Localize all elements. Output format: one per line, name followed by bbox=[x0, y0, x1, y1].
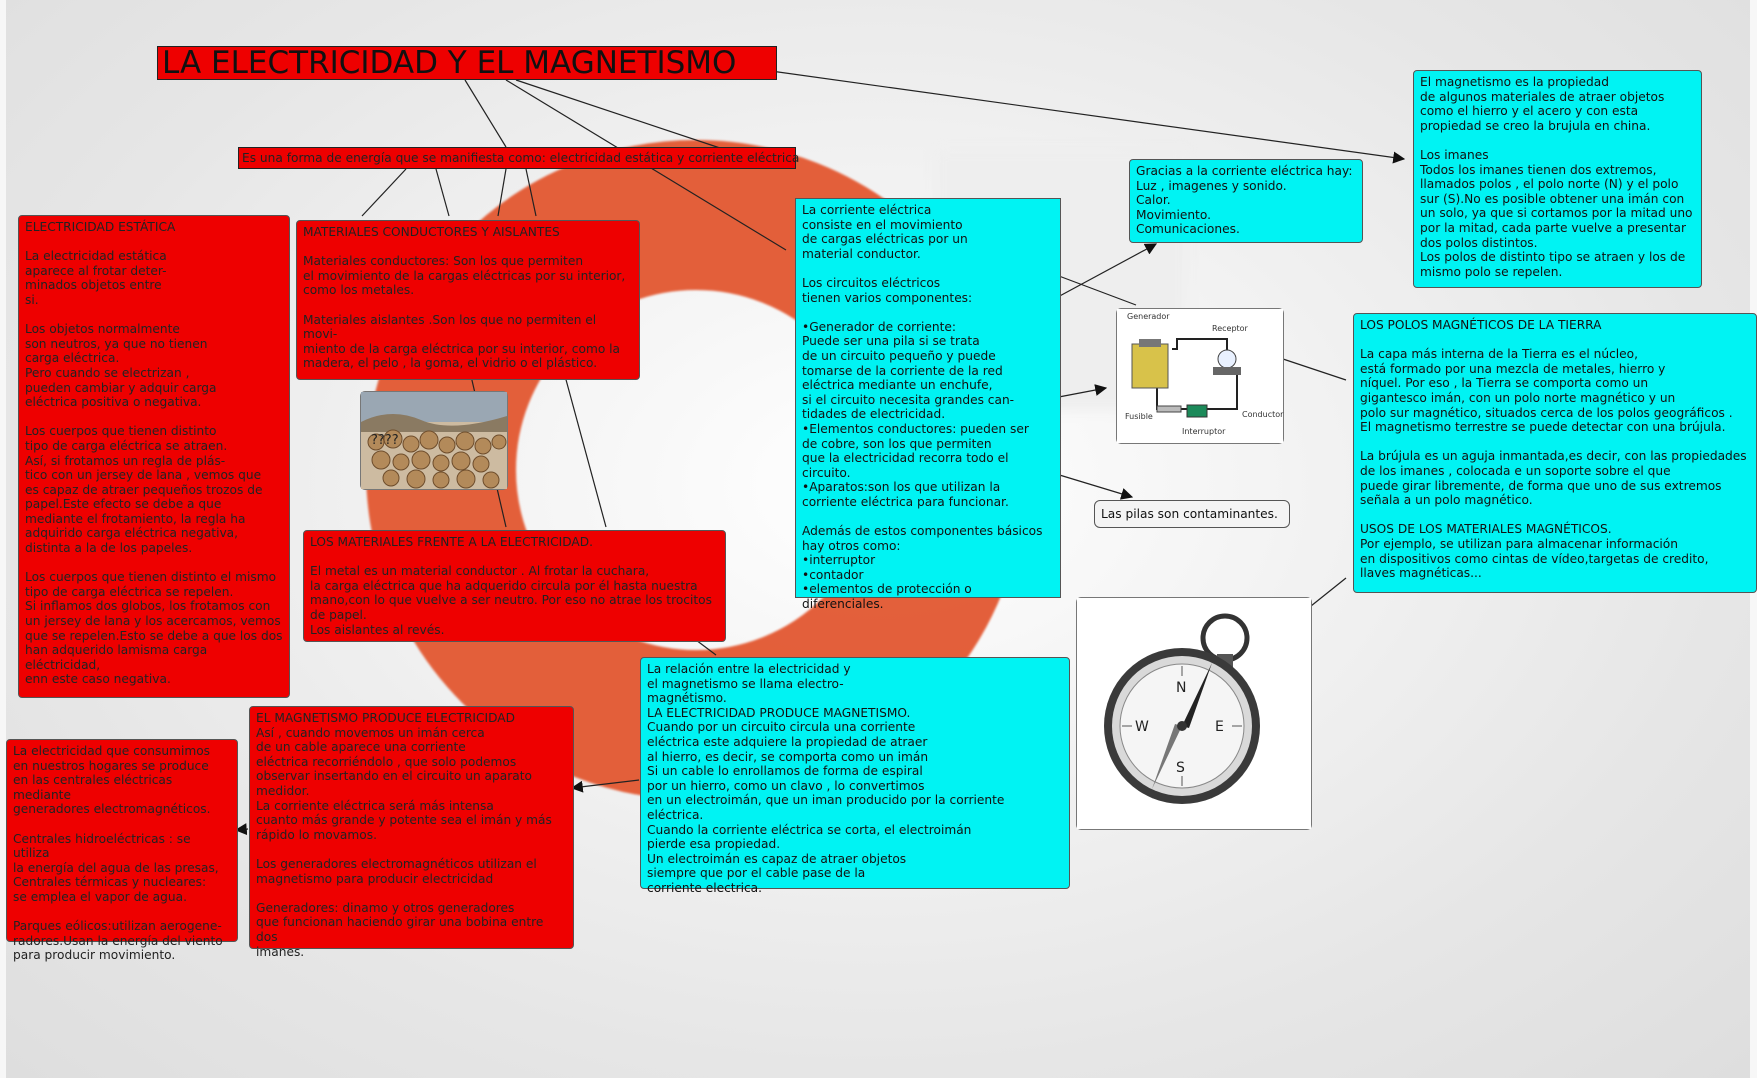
box-magnetismo: El magnetismo es la propiedad de algunos materiales de atraer objetos como el hierro y el acero y con esta propiedad se creo la brujula en china. Los imanes Todos los imanes tienen dos extremos, llamados polos , el polo norte (N) y el polo sur (S).No es posible obtener una imán con un solo, ya que si cortamos por la mitad uno por la mitad, cada parte vuelve a presentar dos polos distintos. Los polos de distinto tipo se atraen y los de mismo polo se repelen. bbox=[1413, 70, 1702, 288]
circuit-label-fusible: Fusible bbox=[1125, 412, 1153, 421]
connector-line bbox=[572, 780, 639, 788]
circuit-diagram-image bbox=[1116, 308, 1284, 444]
compass-letter-w: W bbox=[1135, 719, 1149, 735]
connector-line bbox=[498, 169, 506, 216]
connector-line bbox=[565, 376, 606, 527]
wood-label: ???? bbox=[371, 433, 399, 448]
connector-line bbox=[1277, 357, 1346, 380]
connector-line bbox=[516, 80, 726, 150]
connector-line bbox=[436, 169, 449, 216]
box-magnetismo-produce-electricidad: EL MAGNETISMO PRODUCE ELECTRICIDAD Así , cuando movemos un imán cerca de un cable aparece una corriente eléctrica recorriéndolo , que solo podemos observar insertando en el circuito un aparato medidor. La corriente eléctrica será más intensa cuanto más grande y potente sea el imán y más rápido lo movamos. Los generadores electromagnéticos utilizan el magnetismo para producir electricidad Generadores: dinamo y otros generadores que funcionan haciendo girar una bobina entre dos imanes. bbox=[249, 706, 574, 949]
circuit-diagram bbox=[1117, 309, 1283, 443]
concept-map-canvas bbox=[6, 0, 1750, 1078]
compass-letter-s: S bbox=[1176, 760, 1185, 776]
subtitle-definition: Es una forma de energía que se manifiesta como: electricidad estática y corriente eléctrica bbox=[238, 147, 796, 169]
circuit-label-interruptor: Interruptor bbox=[1182, 427, 1226, 436]
box-gracias-corriente: Gracias a la corriente eléctrica hay: Luz , imagenes y sonido. Calor. Movimiento. Comunicaciones. bbox=[1129, 159, 1363, 243]
circuit-label-generador: Generador bbox=[1127, 312, 1170, 321]
wood-logs-image bbox=[360, 391, 508, 490]
wood-logs-illustration bbox=[361, 392, 507, 489]
compass-letter-e: E bbox=[1215, 719, 1224, 735]
box-pilas-contaminantes: Las pilas son contaminantes. bbox=[1094, 500, 1290, 528]
box-relacion-electromagnetismo: La relación entre la electricidad y el magnetismo se llama electro- magnétismo. LA ELECTRICIDAD PRODUCE MAGNETISMO. Cuando por un circuito circula una corriente eléctrica este adquiere la propiedad de atraer al hierro, es decir, se comporta como un imán Si un cable lo enrollamos de forma de espiral por un hierro, como un clavo , lo convertimos en un electroimán, que un iman producido por la corriente eléctrica. Cuando la corriente eléctrica se corta, el electroimán pierde esa propiedad. Un electroimán es capaz de atraer objetos siempre que por el cable pase de la corriente electrica. bbox=[640, 657, 1070, 889]
connector-line bbox=[526, 169, 536, 216]
box-electricidad-estatica: ELECTRICIDAD ESTÁTICA La electricidad estática aparece al frotar deter- minados objetos entre si. Los objetos normalmente son neutros, ya que no tienen carga eléctrica. Pero cuando se electrizan , pueden cambiar y adquir carga eléctrica positiva o negativa. Los cuerpos que tienen distinto tipo de carga eléctrica se atraen. Así, si frotamos un regla de plás- tico con un jersey de lana , vemos que es capaz de atraer pequeños trozos de papel.Este efecto se debe a que mediante el frotamiento, la regla ha adquirido carga eléctrica negativa, distinta a la de los papeles. Los cuerpos que tienen distinto el mismo tipo de carga eléctrica se repelen. Si inflamos dos globos, los frotamos con un jersey de lana y los acercamos, vemos que se repelen.Esto se debe a que los dos han adquerido lamisma carga eléctricidad, enn este caso negativa. bbox=[18, 215, 290, 698]
box-materiales-conductores: MATERIALES CONDUCTORES Y AISLANTES Materiales conductores: Son los que permiten el movimiento de la cargas eléctricas por su interior, como los metales. Materiales aislantes .Son los que no permiten el movi- miento de la carga eléctrica por su interior, como la madera, el pelo , la goma, el vidrio o el plástico. bbox=[296, 220, 640, 380]
circuit-label-receptor: Receptor bbox=[1212, 324, 1248, 333]
box-electricidad-consumimos: La electricidad que consumimos en nuestros hogares se produce en las centrales eléctricas mediante generadores electromagnéticos. Centrales hidroeléctricas : se utiliza la energía del agua de las presas, Centrales térmicas y nucleares: se emplea el vapor de agua. Parques eólicos:utilizan aerogene- radores.Usan la energía del viento para producir movimiento. bbox=[6, 739, 238, 942]
circuit-label-conductor: Conductor bbox=[1242, 410, 1284, 419]
box-materiales-frente: LOS MATERIALES FRENTE A LA ELECTRICIDAD. El metal es un material conductor . Al frotar la cuchara, la carga eléctrica que ha adquerido circula por él hasta nuestra mano,con lo que vuelve a ser neutro. Por eso no atrae los trocitos de papel. Los aislantes al revés. bbox=[303, 530, 726, 642]
page-title: LA ELECTRICIDAD Y EL MAGNETISMO bbox=[157, 46, 777, 80]
compass-image bbox=[1076, 597, 1312, 830]
compass-illustration bbox=[1077, 598, 1311, 829]
connector-line bbox=[696, 640, 716, 655]
compass-letter-n: N bbox=[1176, 680, 1187, 696]
box-corriente-electrica: La corriente eléctrica consiste en el movimiento de cargas eléctricas por un material conductor. Los circuitos eléctricos tienen varios componentes: •Generador de corriente: Puede ser una pila si se trata de un circuito pequeño y puede tomarse de la corriente de la red eléctrica mediante un enchufe, si el circuito necesita grandes can- tidades de electricidad. •Elementos conductores: pueden ser de cobre, son los que permiten que la electricidad recorra todo el circuito. •Aparatos:son los que utilizan la corriente eléctrica para funcionar. Además de estos componentes básicos hay otros como: •interruptor •contador •elementos de protección o diferenciales. bbox=[795, 198, 1061, 598]
connector-line bbox=[362, 169, 406, 216]
connector-line bbox=[771, 71, 1404, 159]
box-polos-magneticos-tierra: LOS POLOS MAGNÉTICOS DE LA TIERRA La capa más interna de la Tierra es el núcleo, está formado por una mezcla de metales, hierro y níquel. Por eso , la Tierra se comporta como un gigantesco imán, con un polo norte magnético y un polo sur magnético, situados cerca de los polos geográficos . El magnetismo terrestre se puede detectar con una brújula. La brújula es un aguja inmantada,es decir, con las propiedades de los imanes , colocada e un soporte sobre el que puede girar libremente, de forma que uno de sus extremos señala a un polo magnético. USOS DE LOS MATERIALES MAGNÉTICOS. Por ejemplo, se utilizan para almacenar información en dispositivos como cintas de vídeo,targetas de credito, llaves magnéticas... bbox=[1353, 313, 1757, 593]
connector-line bbox=[465, 80, 506, 147]
